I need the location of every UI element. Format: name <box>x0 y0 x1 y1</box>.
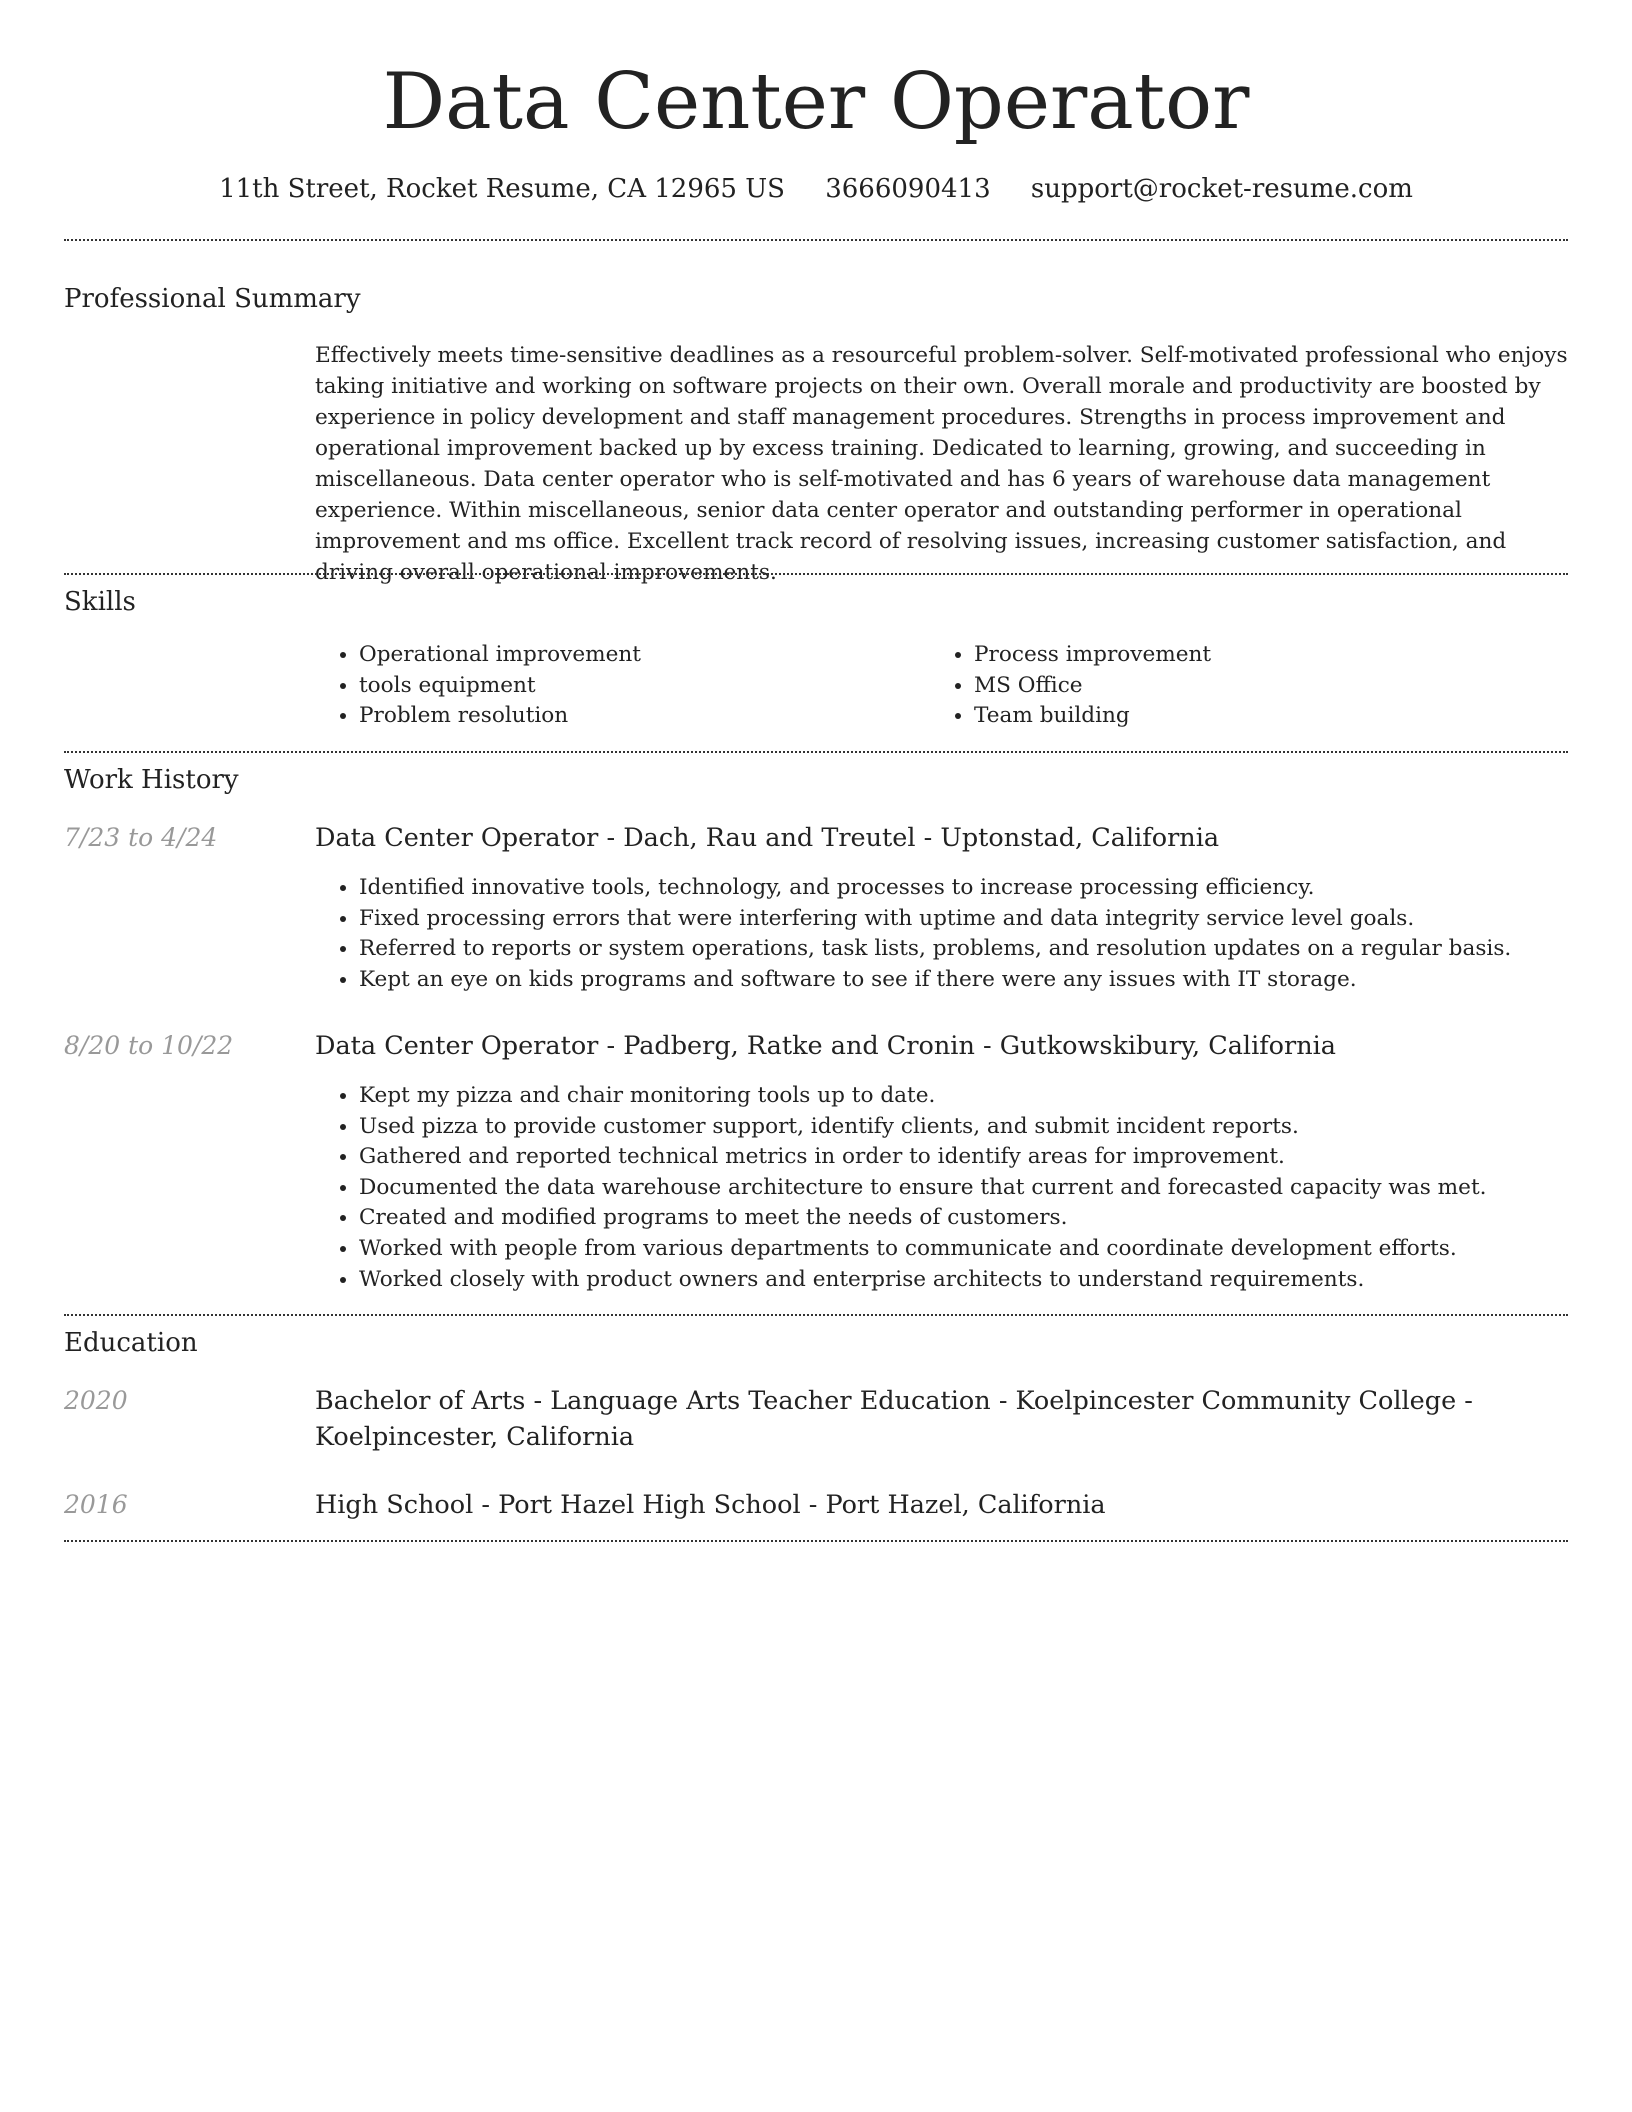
skills-list-left <box>315 640 919 732</box>
divider <box>64 1314 1568 1316</box>
duty-item: • Fixed processing errors that were interfering with uptime and data integrity service level goals. <box>359 904 1575 935</box>
section-heading-skills: Skills <box>64 587 136 617</box>
duty-item: • Referred to reports or system operations, task lists, problems, and resolution updates on a regular basis. <box>359 934 1575 965</box>
divider <box>64 751 1568 753</box>
contact-line <box>0 169 1632 209</box>
resume-name: Data Center Operator <box>382 57 1250 147</box>
skill-item: • Team building <box>974 701 1594 732</box>
divider <box>64 1540 1568 1542</box>
education-title: Bachelor of Arts - Language Arts Teacher Education - Koelpincester Community College - Koelpincester, California <box>315 1386 1473 1452</box>
skill-item: • tools equipment <box>359 671 919 702</box>
skill-item: • Problem resolution <box>359 701 919 732</box>
education-year: 2020 <box>64 1386 128 1415</box>
duty-item: • Kept an eye on kids programs and software to see if there were any issues with IT storage. <box>359 965 1575 996</box>
job-dates: 7/23 to 4/24 <box>64 823 218 852</box>
duty-item: • Gathered and reported technical metrics in order to identify areas for improvement. <box>359 1142 1575 1173</box>
divider <box>64 239 1568 241</box>
job-title: Data Center Operator - Padberg, Ratke and Cronin - Gutkowskibury, California <box>315 1031 1337 1061</box>
duty-item: • Kept my pizza and chair monitoring tools up to date. <box>359 1081 1575 1112</box>
job-title: Data Center Operator - Dach, Rau and Treutel - Uptonstad, California <box>315 823 1220 853</box>
job-duties <box>315 873 1575 995</box>
contact-email: support@rocket-resume.com <box>1030 174 1413 204</box>
contact-address: 11th Street, Rocket Resume, CA 12965 US <box>219 174 785 204</box>
education-title: High School - Port Hazel High School - Port Hazel, California <box>315 1490 1106 1520</box>
job-duties <box>315 1081 1575 1295</box>
duty-item: • Created and modified programs to meet the needs of customers. <box>359 1203 1575 1234</box>
duty-item: • Worked closely with product owners and enterprise architects to understand requirements. <box>359 1265 1575 1296</box>
education-year: 2016 <box>64 1490 128 1519</box>
divider <box>64 573 1568 575</box>
duty-item: • Used pizza to provide customer support, identify clients, and submit incident reports. <box>359 1112 1575 1143</box>
job-dates: 8/20 to 10/22 <box>64 1031 234 1060</box>
skills-list-right <box>930 640 1594 732</box>
skill-item: • Process improvement <box>974 640 1594 671</box>
duty-item: • Worked with people from various departments to communicate and coordinate development efforts. <box>359 1234 1575 1265</box>
skill-item: • MS Office <box>974 671 1594 702</box>
skill-item: • Operational improvement <box>359 640 919 671</box>
duty-item: • Documented the data warehouse architecture to ensure that current and forecasted capacity was met. <box>359 1173 1575 1204</box>
duty-item: • Identified innovative tools, technology, and processes to increase processing efficiency. <box>359 873 1575 904</box>
summary-text: Effectively meets time-sensitive deadlines as a resourceful problem-solver. Self-motivated professional who enjoys taking initiative and working on software projects on their own. Overall morale and productivity are boosted by experience in policy development and staff management procedures. Strengths in process improvement and operational improvement backed up by excess training. Dedicated to learning, growing, and succeeding in miscellaneous. Data center operator who is self-motivated and has 6 years of warehouse data management experience. Within miscellaneous, senior data center operator and outstanding performer in operational improvement and ms office. Excellent track record of resolving issues, increasing customer satisfaction, and driving overall operational improvements. <box>315 343 1568 585</box>
section-heading-work: Work History <box>64 765 239 795</box>
section-heading-summary: Professional Summary <box>64 284 361 314</box>
section-heading-education: Education <box>64 1328 198 1358</box>
contact-phone: 3666090413 <box>825 174 991 204</box>
